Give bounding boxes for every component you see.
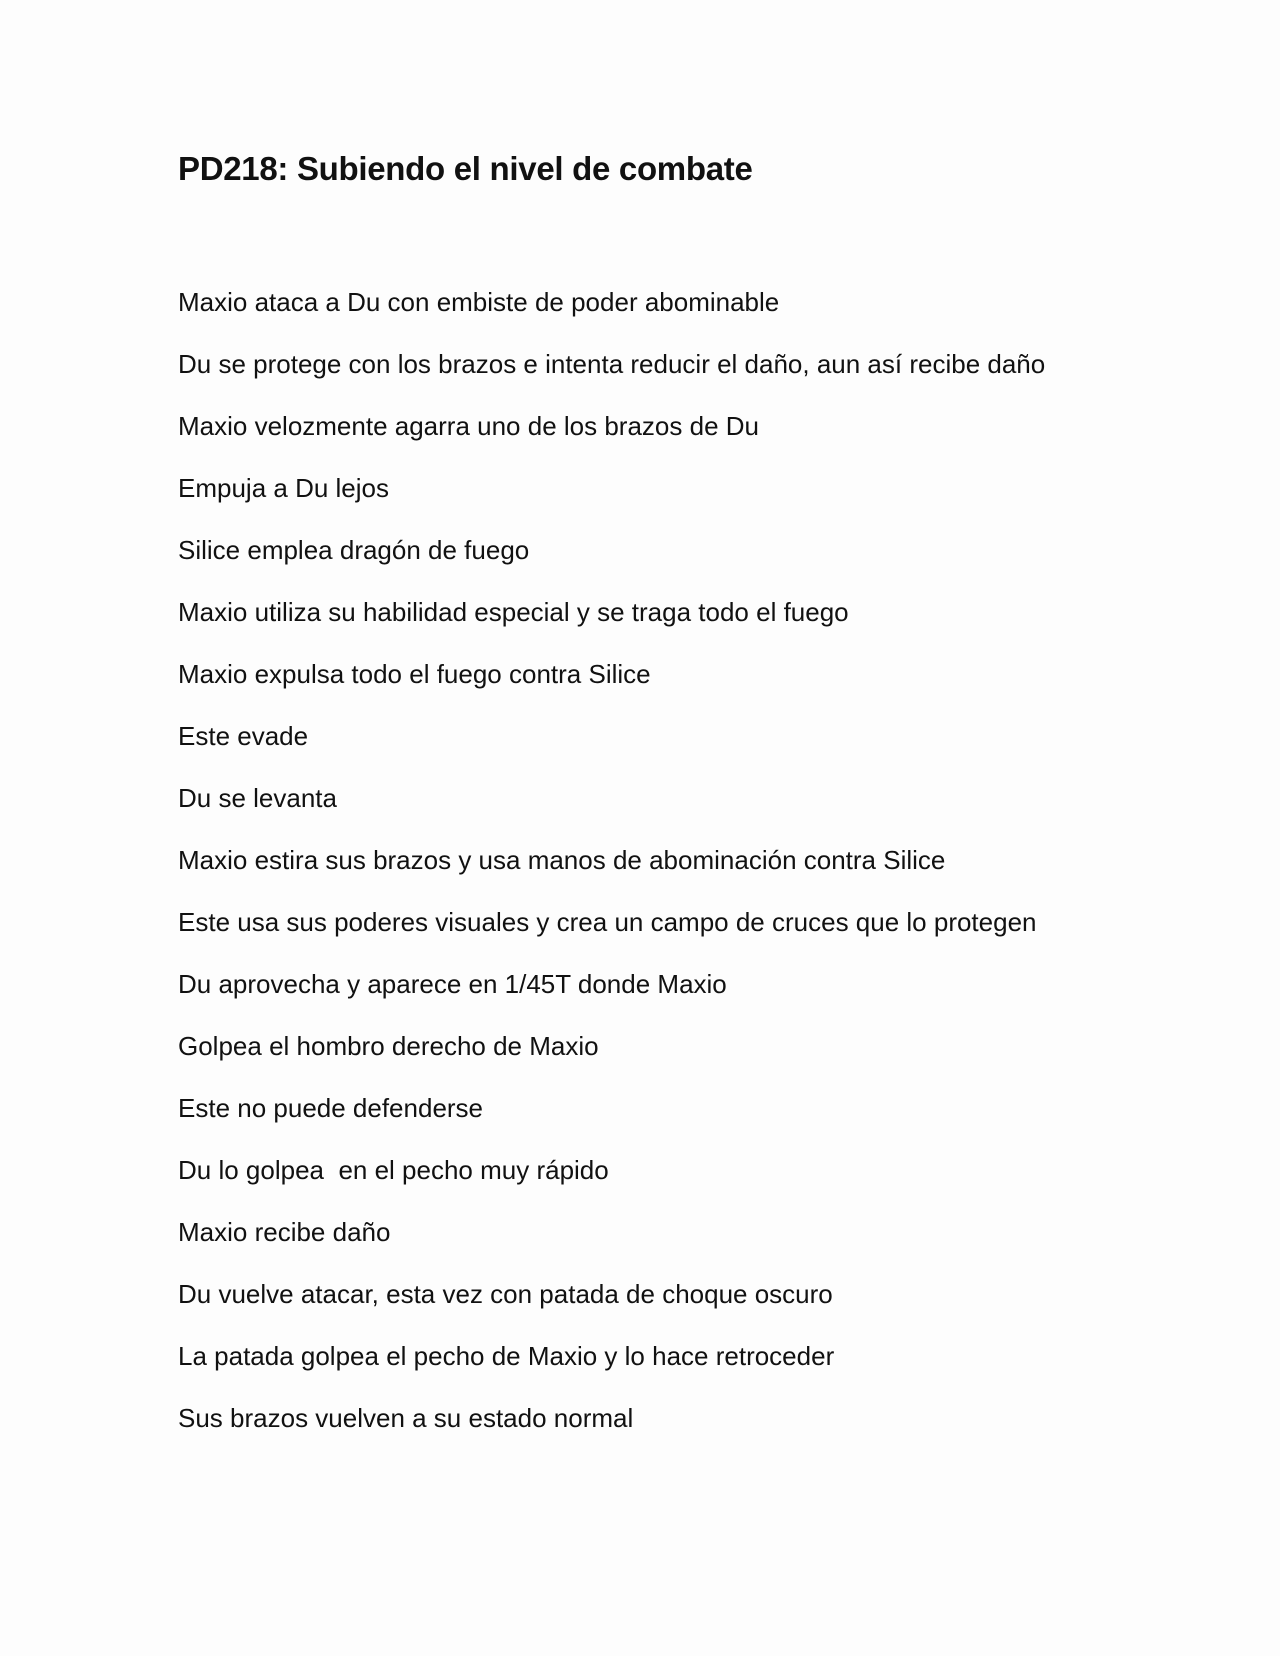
body-line: Maxio utiliza su habilidad especial y se traga todo el fuego bbox=[178, 597, 849, 627]
body-line: Golpea el hombro derecho de Maxio bbox=[178, 1031, 599, 1061]
body-line: Du aprovecha y aparece en 1/45T donde Maxio bbox=[178, 969, 727, 999]
body-line: Maxio estira sus brazos y usa manos de abominación contra Silice bbox=[178, 845, 946, 875]
body-line: Du se levanta bbox=[178, 783, 337, 813]
body-line: Empuja a Du lejos bbox=[178, 473, 389, 503]
body-line: Sus brazos vuelven a su estado normal bbox=[178, 1403, 634, 1433]
body-line: Este usa sus poderes visuales y crea un campo de cruces que lo protegen bbox=[178, 907, 1037, 937]
document-title: PD218: Subiendo el nivel de combate bbox=[178, 150, 753, 187]
body-line: Maxio expulsa todo el fuego contra Silice bbox=[178, 659, 651, 689]
body-line: Maxio velozmente agarra uno de los brazos de Du bbox=[178, 411, 759, 441]
body-line: Maxio recibe daño bbox=[178, 1217, 391, 1247]
body-line: Silice emplea dragón de fuego bbox=[178, 535, 530, 565]
body-line: Du lo golpea en el pecho muy rápido bbox=[178, 1155, 609, 1185]
document-body bbox=[178, 281, 1045, 1459]
body-line: La patada golpea el pecho de Maxio y lo hace retroceder bbox=[178, 1341, 835, 1371]
body-line: Du se protege con los brazos e intenta reducir el daño, aun así recibe daño bbox=[178, 349, 1046, 379]
body-line: Este evade bbox=[178, 721, 309, 751]
body-line: Maxio ataca a Du con embiste de poder abominable bbox=[178, 287, 780, 317]
body-line: Este no puede defenderse bbox=[178, 1093, 484, 1123]
body-line: Du vuelve atacar, esta vez con patada de choque oscuro bbox=[178, 1279, 833, 1309]
